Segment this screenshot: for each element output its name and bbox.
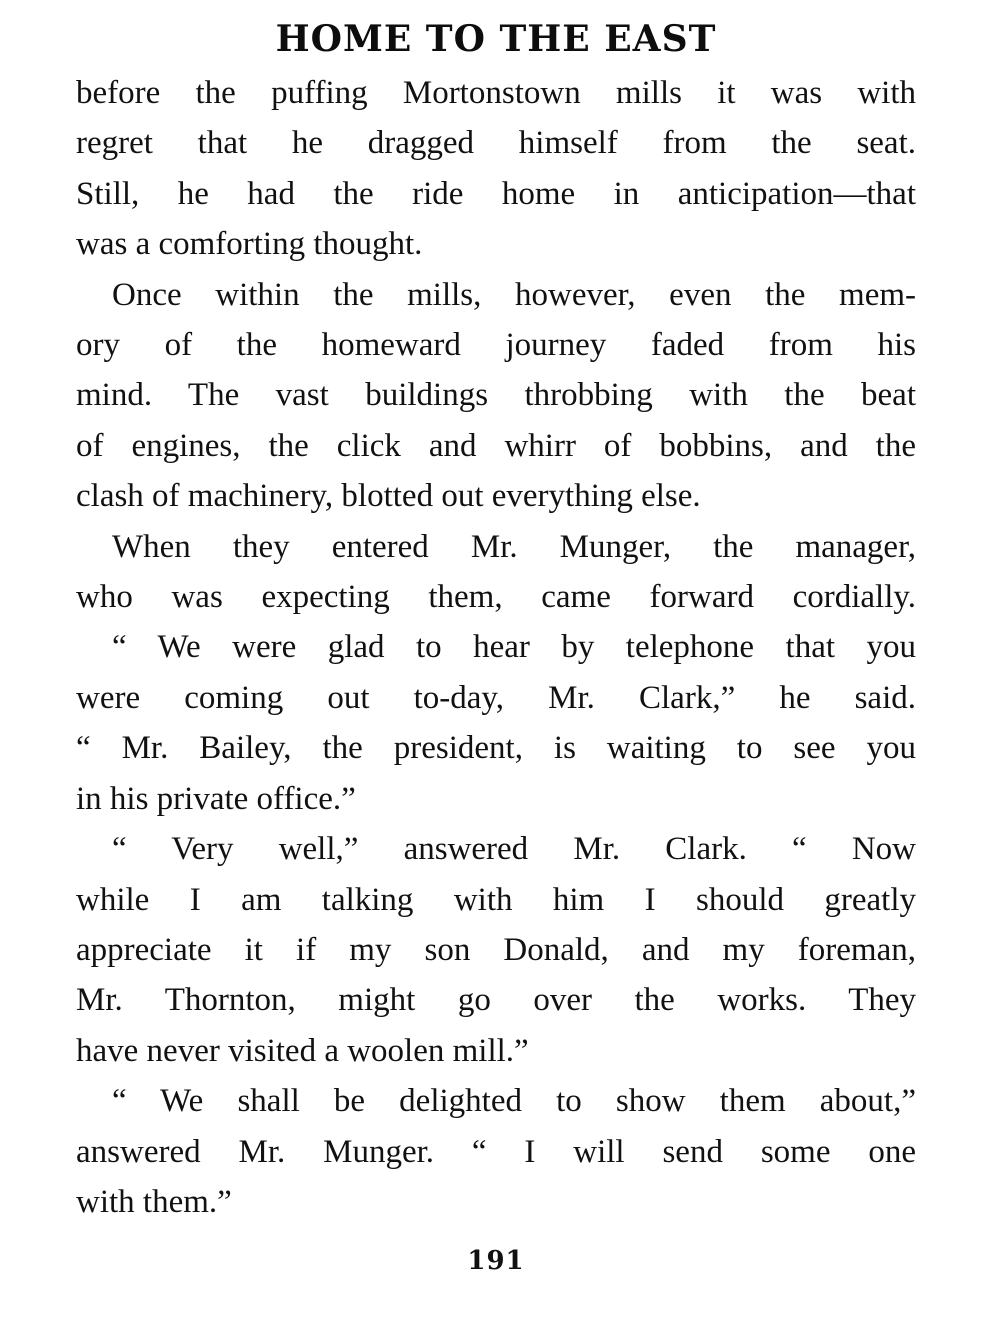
text-line: appreciate it if my son Donald, and my foreman, (76, 931, 916, 968)
text-line: who was expecting them, came forward cordially. (76, 579, 916, 616)
text-line: Once within the mills, however, even the mem- (112, 276, 916, 313)
text-line: clash of machinery, blotted out everything else. (76, 478, 701, 515)
text-line: of engines, the click and whirr of bobbins, and the (76, 427, 916, 464)
book-page (76, 14, 916, 1314)
body-text (76, 68, 916, 1227)
text-line: before the puffing Mortonstown mills it was with (76, 75, 916, 111)
page-number: 191 (467, 1246, 525, 1277)
paragraph-6 (76, 1076, 916, 1227)
paragraph-1 (76, 68, 916, 270)
text-line: with them.” (76, 1183, 232, 1220)
text-line: “ We were glad to hear by telephone that you (112, 629, 916, 666)
text-line: answered Mr. Munger. “ I will send some one (76, 1133, 916, 1170)
paragraph-3 (76, 522, 916, 623)
paragraph-5 (76, 824, 916, 1076)
text-line: regret that he dragged himself from the seat. (76, 125, 916, 162)
text-line: in his private office.” (76, 780, 356, 817)
paragraph-4 (76, 622, 916, 824)
text-line: was a comforting thought. (76, 226, 423, 263)
text-line: Mr. Thornton, might go over the works. They (76, 982, 916, 1019)
text-line: have never visited a woolen mill.” (76, 1032, 529, 1069)
text-line: “ Mr. Bailey, the president, is waiting to see you (76, 730, 916, 767)
paragraph-2 (76, 270, 916, 522)
text-line: were coming out to-day, Mr. Clark,” he said. (76, 679, 916, 716)
text-line: “ We shall be delighted to show them about,” (112, 1083, 916, 1120)
text-line: Still, he had the ride home in anticipation—that (76, 175, 916, 212)
running-head: HOME TO THE EAST (275, 18, 717, 60)
text-line: mind. The vast buildings throbbing with the beat (76, 377, 916, 414)
text-line: while I am talking with him I should greatly (76, 881, 916, 918)
text-line: ory of the homeward journey faded from his (76, 327, 916, 364)
text-line: When they entered Mr. Munger, the manager, (112, 528, 916, 565)
text-line: “ Very well,” answered Mr. Clark. “ Now (112, 831, 916, 868)
